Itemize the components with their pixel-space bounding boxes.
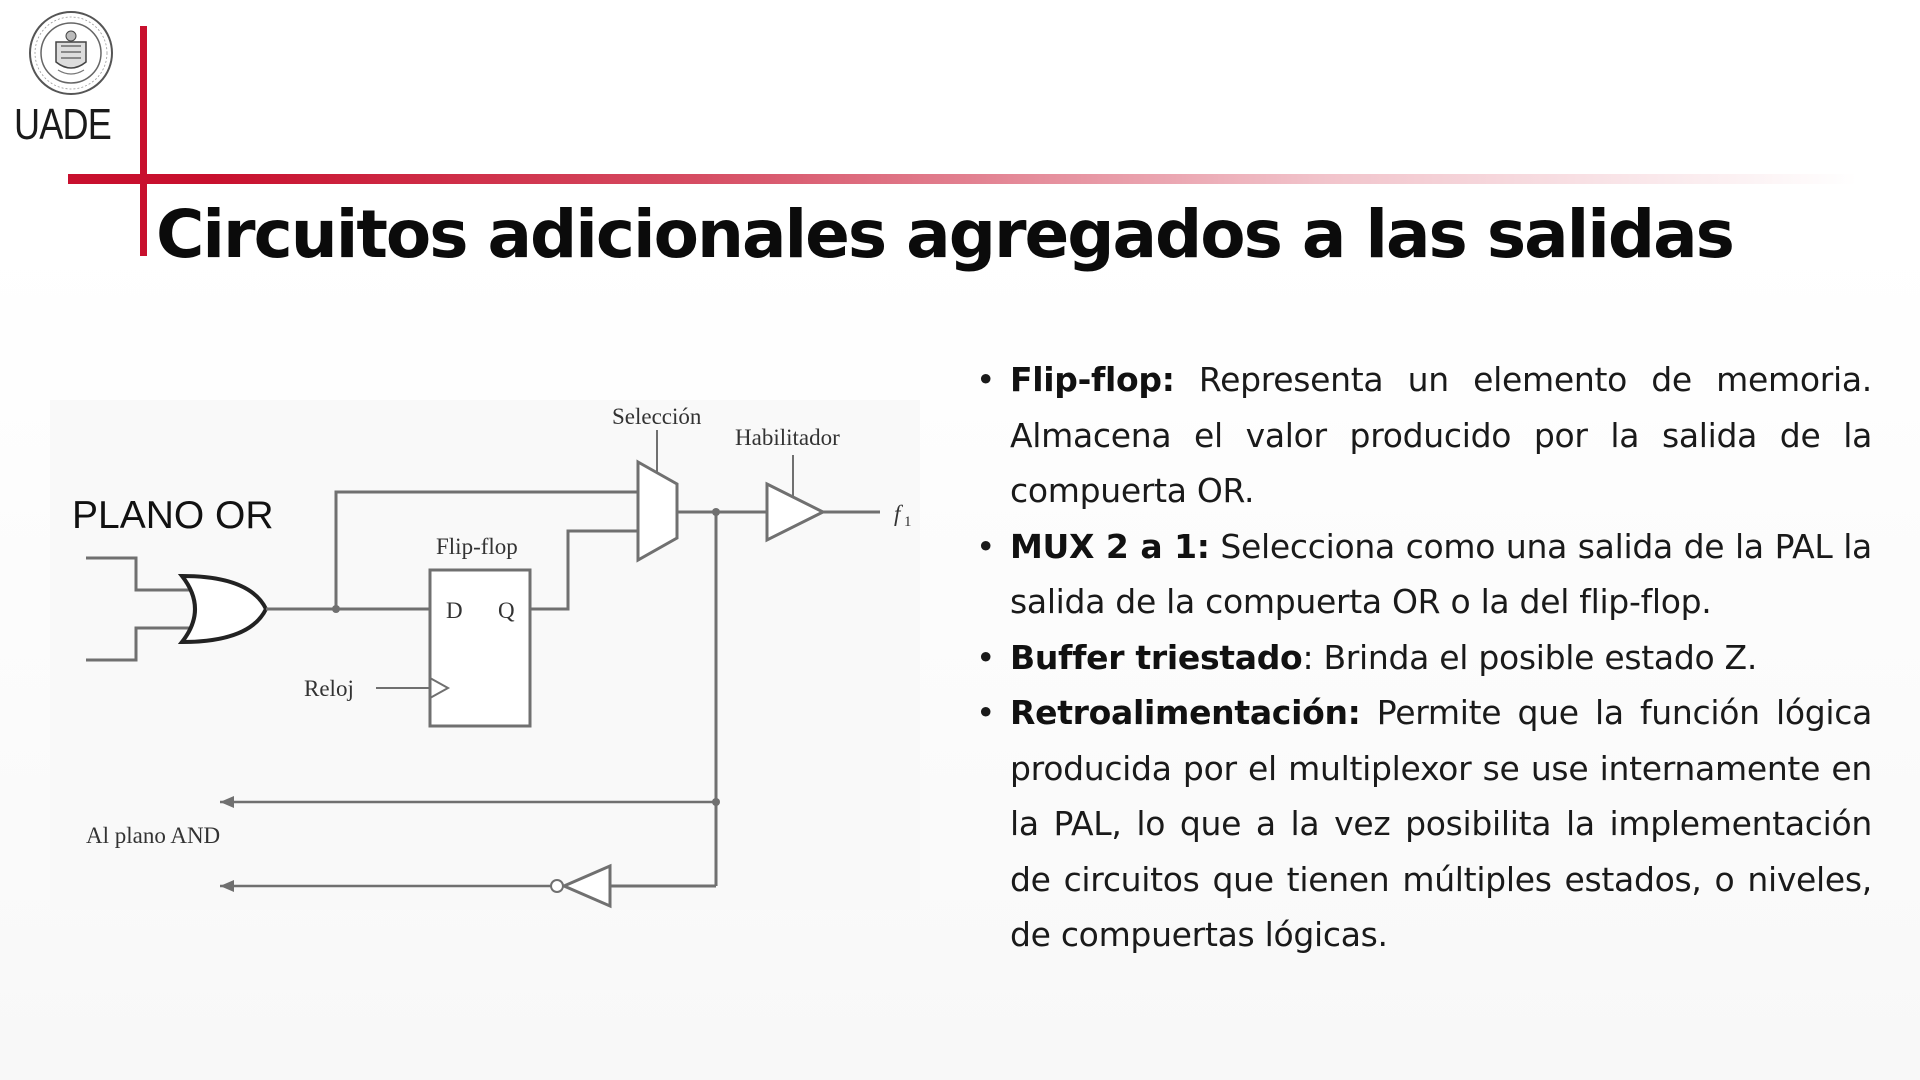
bullet-text: Selecciona como una salida de la PAL la salida de la compuerta OR o la del flip-flop. <box>1010 526 1872 621</box>
flipflop-box <box>430 570 530 726</box>
mux-input-2-wire <box>530 531 638 609</box>
arrow-1 <box>220 796 234 808</box>
tristate-buffer <box>767 484 823 540</box>
inverter-triangle <box>564 866 610 906</box>
bullet-term: Retroalimentación: <box>1010 693 1361 732</box>
or-gate-shape <box>182 576 266 642</box>
inverter-bubble <box>551 880 563 892</box>
label-d: D <box>446 598 463 623</box>
label-flipflop: Flip-flop <box>436 534 518 559</box>
label-seleccion: Selección <box>612 404 702 429</box>
label-al-plano-and: Al plano AND <box>86 823 221 848</box>
label-plano-or: PLANO OR <box>72 494 274 537</box>
label-q: Q <box>498 598 515 623</box>
slide-title: Circuitos adicionales agregados a las salidas <box>156 196 1733 273</box>
bullet-text: Representa un elemento de memoria. Almacena el valor producido por la salida de la compuerta OR. <box>1010 360 1872 510</box>
bullet-term: Buffer triestado <box>1010 637 1303 677</box>
bullet-text: Permite que la función lógica producida por el multiplexor se use internamente en la PAL, lo que a la vez posibilita la implementación de circuitos que tienen múltiples estados, o niveles, de compuertas lógicas. <box>1010 693 1872 954</box>
label-habilitador: Habilitador <box>735 425 840 450</box>
bullet-list <box>976 352 1872 963</box>
circuit-svg <box>50 400 920 910</box>
bullet-item <box>976 352 1872 519</box>
bullet-term: Flip-flop: <box>1010 360 1175 399</box>
circuit-diagram <box>50 400 920 910</box>
uade-logo <box>14 8 130 148</box>
mux-shape <box>638 462 677 560</box>
accent-horizontal-bar <box>68 174 1858 184</box>
or-input-1 <box>86 558 190 590</box>
bullet-item <box>976 685 1872 963</box>
label-reloj: Reloj <box>304 676 354 701</box>
bullet-term: MUX 2 a 1: <box>1010 526 1210 566</box>
bullet-item <box>976 630 1872 686</box>
label-output-sub: 1 <box>904 514 912 530</box>
arrow-2 <box>220 880 234 892</box>
accent-vertical-bar <box>140 26 147 256</box>
label-output-f: f <box>894 501 901 526</box>
bullet-item <box>976 519 1872 630</box>
bullet-text: : Brinda el posible estado Z. <box>1302 637 1758 677</box>
logo-wordmark: UADE <box>14 100 111 149</box>
university-seal-icon <box>28 10 114 96</box>
or-input-2 <box>86 628 190 660</box>
